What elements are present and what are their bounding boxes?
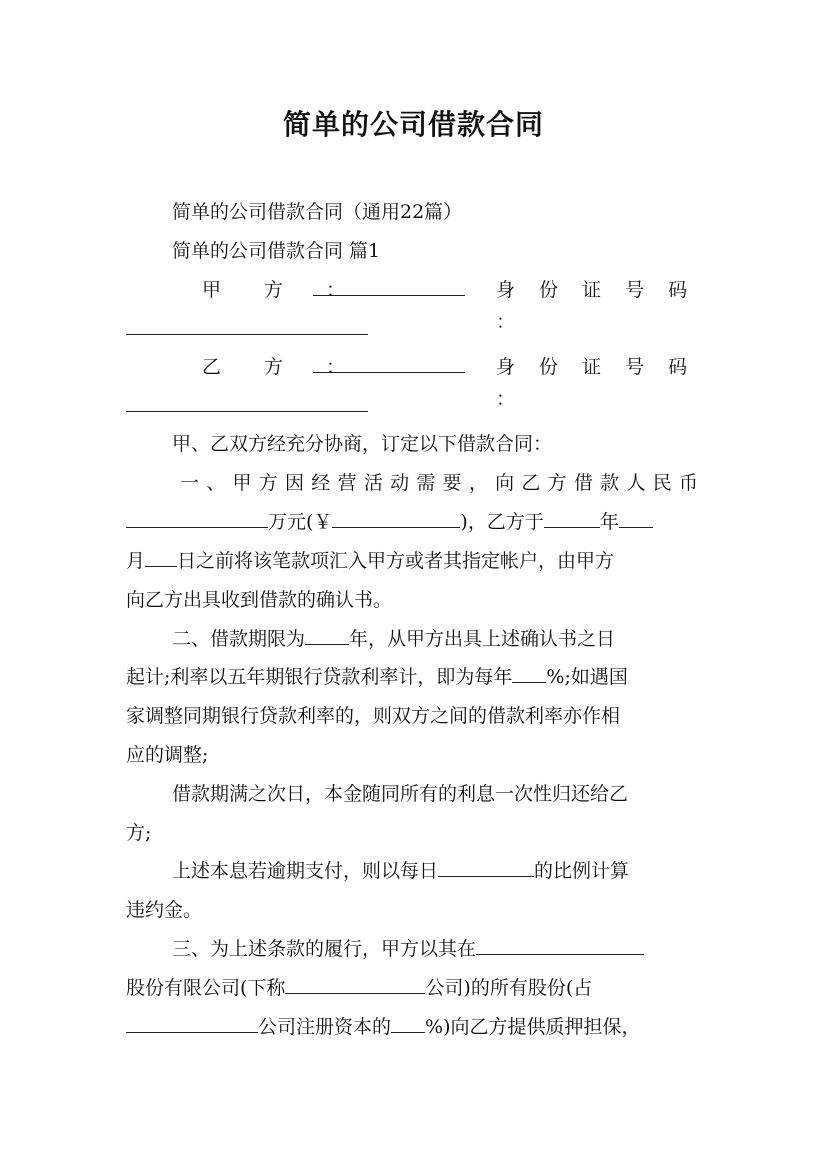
clause-1-line-3	[126, 545, 702, 577]
clause-2-text-a: 二、借款期限为	[172, 628, 306, 650]
clause-3-text-b: 股份有限公司(下称	[126, 977, 286, 999]
clause-2-line-3: 家调整同期银行贷款利率的，则双方之间的借款利率亦作相	[126, 705, 621, 727]
maturity-line-2: 方;	[126, 822, 152, 844]
clause-1-text-a: 万元(￥	[268, 511, 333, 533]
party-b-id-label: 身 份 证 号 码 ：	[496, 356, 697, 410]
party-a-id-blank-row	[126, 313, 702, 345]
clause-3-line-2	[126, 972, 702, 1004]
party-a-id-label: 身 份 证 号 码 ：	[496, 279, 697, 333]
clause-2-line-4: 应的调整;	[126, 744, 209, 766]
clause-3-text-a: 三、为上述条款的履行，甲方以其在	[172, 938, 477, 960]
clause-2-line-2	[126, 661, 702, 693]
clause-2-text-c: 起计;利率以五年期银行贷款利率计，即为每年	[126, 666, 513, 688]
party-a-row	[126, 274, 702, 333]
clause-2-line-1	[172, 623, 702, 655]
penalty-line-2: 违约金。	[126, 899, 203, 921]
maturity-line-1: 借款期满之次日，本金随同所有的利息一次性归还给乙	[172, 783, 629, 805]
clause-3-line-3	[126, 1011, 702, 1043]
party-b-id-blank	[126, 390, 368, 422]
party-b-name-blank	[313, 351, 465, 383]
party-a-label: 甲 方 ：	[202, 279, 358, 301]
document-title: 简单的公司借款合同	[282, 108, 544, 141]
clause-2-text-b: 年，从甲方出具上述确认书之日	[349, 628, 616, 650]
party-a-name-blank	[313, 274, 465, 306]
clause-3-text-d: 公司注册资本的	[258, 1016, 392, 1038]
intro-line: 甲、乙双方经充分协商，订定以下借款合同：	[172, 433, 553, 455]
party-b-id-blank-row	[126, 390, 702, 422]
clause-1-text-c: 年	[599, 511, 619, 533]
penalty-text-b: 的比例计算	[534, 860, 630, 882]
subtitle: 简单的公司借款合同（通用22篇）	[172, 201, 463, 223]
party-a-id-blank	[126, 313, 368, 345]
clause-1-text-b: )，乙方于	[460, 511, 544, 533]
party-b-row	[126, 351, 702, 410]
clause-2-text-d: %;如遇国	[546, 666, 628, 688]
clause-3-text-e: %)向乙方提供质押担保，	[425, 1016, 641, 1038]
clause-1-text-d: 日之前将该笔款项汇入甲方或者其指定帐户，由甲方	[177, 550, 615, 572]
clause-1-line-1: 一、甲方因经营活动需要，向乙方借款人民币	[180, 472, 702, 494]
penalty-line-1	[172, 855, 702, 887]
clause-1-month: 月	[126, 550, 146, 572]
party-b-label: 乙 方 ：	[202, 356, 358, 378]
clause-1-line-2	[126, 506, 702, 538]
clause-1-line-4: 向乙方出具收到借款的确认书。	[126, 589, 393, 611]
clause-3-line-1	[172, 933, 702, 965]
penalty-text-a: 上述本息若逾期支付，则以每日	[172, 860, 439, 882]
clause-3-text-c: 公司)的所有股份(占	[425, 977, 593, 999]
section-heading: 简单的公司借款合同 篇1	[172, 240, 381, 262]
